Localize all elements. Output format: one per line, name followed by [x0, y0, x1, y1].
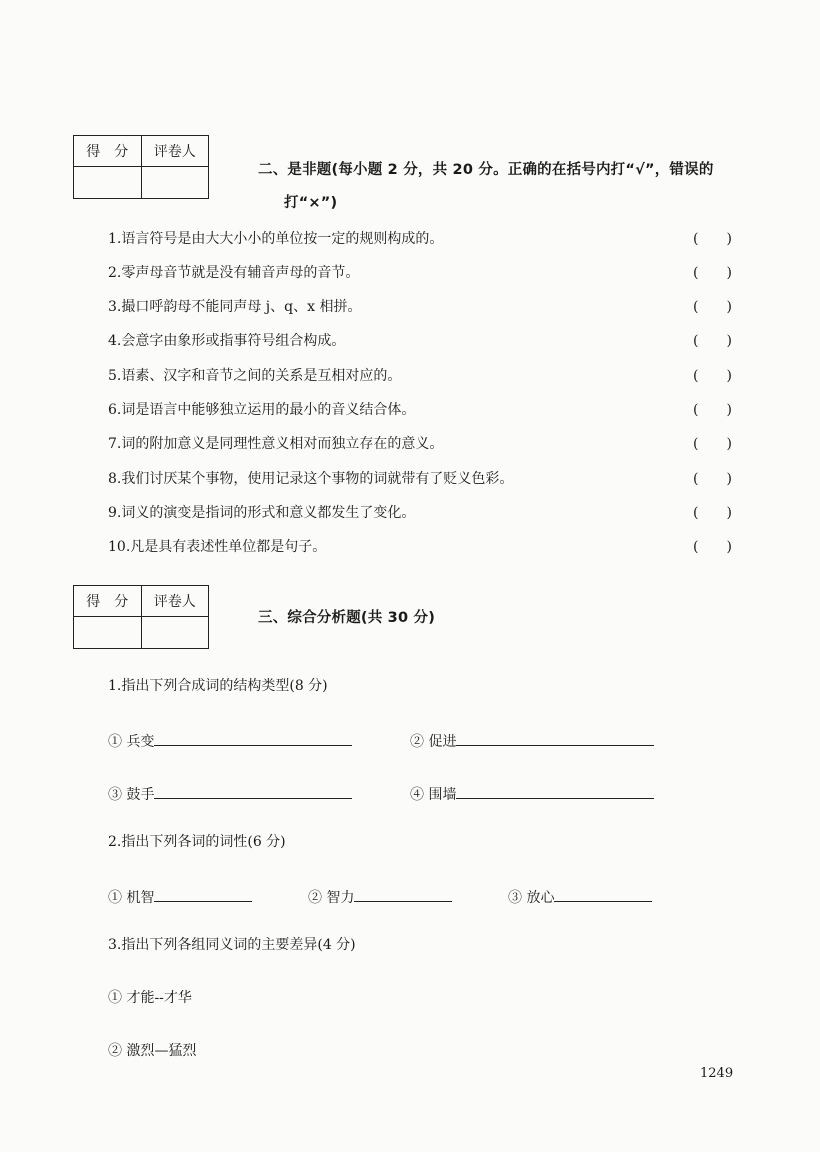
page-number: 1249 [700, 1066, 734, 1081]
q3-prompt: 3.指出下列各组同义词的主要差异(4 分) [108, 937, 356, 953]
tf-item-2 [108, 263, 748, 283]
answer-blank[interactable] [154, 782, 352, 799]
q2-item-1 [108, 885, 252, 908]
section2-title-line1: 二、是非题(每小题 2 分，共 20 分。正确的在括号内打“√”，错误的 [258, 162, 714, 178]
tf-item-text: 10.凡是具有表述性单位都是句子。 [108, 539, 327, 555]
q2-item-2 [308, 885, 452, 908]
answer-parens[interactable]: ( ) [693, 333, 732, 349]
tf-item-1 [108, 229, 748, 249]
q2-item-3 [508, 885, 652, 908]
tf-item-4 [108, 331, 748, 351]
tf-item-text: 7.词的附加意义是同理性意义相对而独立存在的意义。 [108, 436, 444, 452]
grader-header: 评卷人 [141, 136, 209, 167]
answer-parens[interactable]: ( ) [693, 368, 732, 384]
answer-blank[interactable] [456, 782, 654, 799]
answer-blank[interactable] [154, 885, 252, 902]
q2-item-label: ② 智力 [308, 890, 355, 906]
grader-field[interactable] [141, 167, 209, 199]
q3-item-1: ① 才能--才华 [108, 990, 192, 1006]
q1-item-4 [410, 782, 654, 805]
answer-blank[interactable] [354, 885, 452, 902]
tf-item-text: 5.语素、汉字和音节之间的关系是互相对应的。 [108, 368, 402, 384]
q1-item-label: ① 兵变 [108, 734, 155, 750]
q1-item-3 [108, 782, 352, 805]
answer-parens[interactable]: ( ) [693, 505, 732, 521]
q1-item-1 [108, 729, 352, 752]
score-field[interactable] [74, 617, 142, 649]
answer-parens[interactable]: ( ) [693, 299, 732, 315]
answer-blank[interactable] [554, 885, 652, 902]
q2-item-label: ③ 放心 [508, 890, 555, 906]
tf-item-5 [108, 366, 748, 386]
answer-parens[interactable]: ( ) [693, 436, 732, 452]
tf-item-6 [108, 400, 748, 420]
tf-item-8 [108, 469, 748, 489]
q1-item-label: ③ 鼓手 [108, 787, 155, 803]
score-field[interactable] [74, 167, 142, 199]
tf-item-10 [108, 537, 748, 557]
tf-item-text: 3.撮口呼韵母不能同声母 j、q、x 相拼。 [108, 299, 362, 315]
answer-parens[interactable]: ( ) [693, 402, 732, 418]
q2-prompt: 2.指出下列各词的词性(6 分) [108, 834, 286, 850]
score-table-section3 [73, 585, 209, 649]
answer-blank[interactable] [456, 729, 654, 746]
tf-item-text: 8.我们讨厌某个事物，使用记录这个事物的词就带有了贬义色彩。 [108, 471, 514, 487]
score-header: 得 分 [74, 586, 142, 617]
tf-item-text: 6.词是语言中能够独立运用的最小的音义结合体。 [108, 402, 416, 418]
section3-title: 三、综合分析题(共 30 分) [258, 610, 436, 626]
answer-parens[interactable]: ( ) [693, 471, 732, 487]
q1-item-2 [410, 729, 654, 752]
q1-item-label: ④ 围墙 [410, 787, 457, 803]
answer-parens[interactable]: ( ) [693, 265, 732, 281]
q2-item-label: ① 机智 [108, 890, 155, 906]
tf-item-text: 1.语言符号是由大大小小的单位按一定的规则构成的。 [108, 231, 444, 247]
grader-field[interactable] [141, 617, 209, 649]
score-table-section2 [73, 135, 209, 199]
grader-header: 评卷人 [141, 586, 209, 617]
q3-item-2: ② 激烈—猛烈 [108, 1043, 197, 1059]
answer-parens[interactable]: ( ) [693, 231, 732, 247]
tf-item-text: 9.词义的演变是指词的形式和意义都发生了变化。 [108, 505, 416, 521]
tf-item-text: 4.会意字由象形或指事符号组合构成。 [108, 333, 346, 349]
q1-item-label: ② 促进 [410, 734, 457, 750]
tf-item-3 [108, 297, 748, 317]
answer-blank[interactable] [154, 729, 352, 746]
tf-item-text: 2.零声母音节就是没有辅音声母的音节。 [108, 265, 360, 281]
score-header: 得 分 [74, 136, 142, 167]
tf-item-7 [108, 434, 748, 454]
answer-parens[interactable]: ( ) [693, 539, 732, 555]
q1-prompt: 1.指出下列合成词的结构类型(8 分) [108, 678, 328, 694]
tf-item-9 [108, 503, 748, 523]
section2-title-line2: 打“×”) [284, 195, 338, 211]
